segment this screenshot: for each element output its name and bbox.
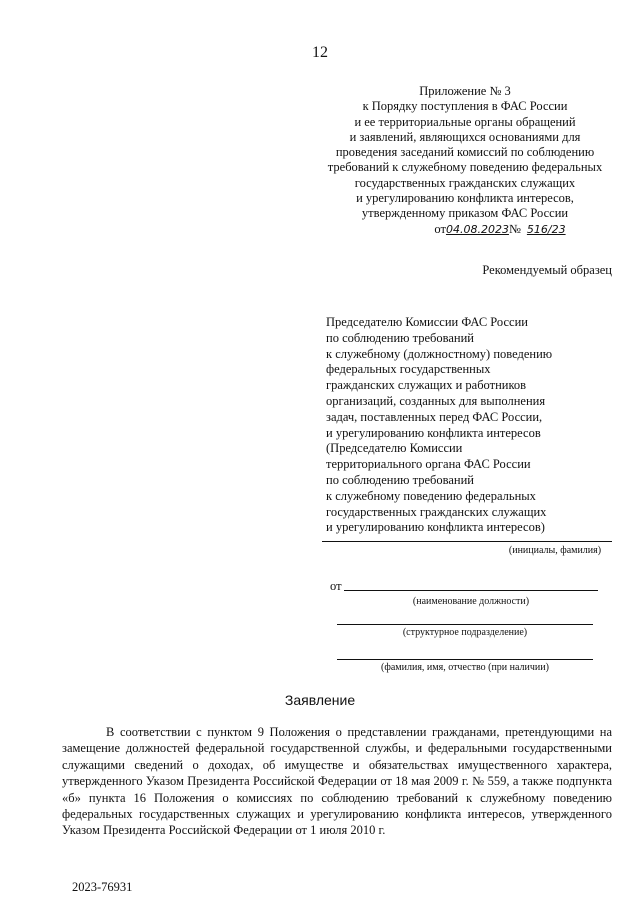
addressee-line: территориального органа ФАС России xyxy=(326,457,531,472)
addressee-line: федеральных государственных xyxy=(326,362,491,377)
addressee-line: и урегулированию конфликта интересов) xyxy=(326,520,545,535)
addressee-line: государственных гражданских служащих xyxy=(326,504,547,519)
order-date-line xyxy=(434,222,565,237)
document-code: 2023-76931 xyxy=(72,880,133,894)
addressee-line: по соблюдению требований xyxy=(326,472,474,487)
page-number: 12 xyxy=(312,44,328,61)
initials-caption: (инициалы, фамилия) xyxy=(508,545,602,556)
fullname-caption: (фамилия, имя, отчество (при наличии) xyxy=(381,662,549,673)
appendix-line: и ее территориальные органы обращений xyxy=(354,114,576,129)
appendix-line: и урегулированию конфликта интересов, xyxy=(356,191,574,206)
appendix-line: к Порядку поступления в ФАС России xyxy=(362,99,568,114)
appendix-line: и заявлений, являющихся основаниями для xyxy=(349,129,581,144)
addressee-line: (Председателю Комиссии xyxy=(326,441,463,456)
statement-body: В соответствии с пунктом 9 Положения о представлении гражданами, претендующими на замещение должностей федеральной государственной службы, и федеральными государственными служащими сведений о доходах, об имуществе и обязательствах имущественного характера, утвержденного Указом Президента Российской Федерации от 18 мая 2009 г. № 559, а также подпункта «б» пункта 16 Положения о комиссиях по соблюдению требований к служебному поведению федеральных государственных служащих и урегулированию конфликта интересов, утвержденного Указом Президента Российской Федерации от 1 июля 2010 г. xyxy=(62,725,612,838)
addressee-line: к служебному (должностному) поведению xyxy=(326,346,553,361)
addressee-line: задач, поставленных перед ФАС России, xyxy=(326,409,543,424)
order-number: 516/23 xyxy=(526,222,566,236)
addressee-line: гражданских служащих и работников xyxy=(326,378,527,393)
date-prefix: от xyxy=(434,221,446,236)
position-field-line[interactable] xyxy=(344,590,598,591)
department-caption: (структурное подразделение) xyxy=(402,627,528,638)
appendix-line: утвержденному приказом ФАС России xyxy=(361,206,569,221)
from-label: от xyxy=(330,579,342,593)
order-date: 04.08.2023 xyxy=(445,222,509,236)
initials-field-line[interactable] xyxy=(322,541,612,542)
addressee-line: к служебному поведению федеральных xyxy=(326,488,536,503)
addressee-line: Председателю Комиссии ФАС России xyxy=(326,315,528,329)
appendix-line: проведения заседаний комиссий по соблюдению xyxy=(335,145,595,160)
addressee-line: по соблюдению требований xyxy=(326,330,474,345)
number-prefix: № xyxy=(508,221,521,236)
document-title: Заявление xyxy=(284,692,356,708)
appendix-header xyxy=(300,84,630,237)
position-caption: (наименование должности) xyxy=(412,596,530,607)
addressee-line: и урегулированию конфликта интересов xyxy=(326,425,541,440)
department-field-line[interactable] xyxy=(337,624,593,625)
addressee-block xyxy=(326,315,596,536)
appendix-line: Приложение № 3 xyxy=(419,84,511,98)
appendix-line: требований к служебному поведению федеральных xyxy=(327,160,603,175)
sample-label: Рекомендуемый образец xyxy=(482,263,612,277)
appendix-line: государственных гражданских служащих xyxy=(354,175,576,190)
addressee-line: организаций, созданных для выполнения xyxy=(326,393,546,408)
fullname-field-line[interactable] xyxy=(337,659,593,660)
